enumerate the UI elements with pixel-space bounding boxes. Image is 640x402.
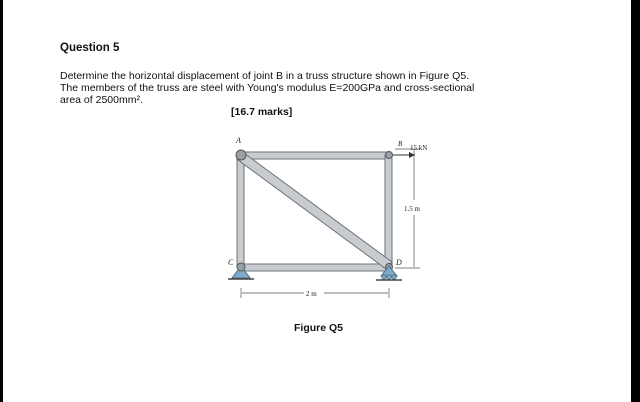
member-ad	[238, 153, 392, 269]
question-heading: Question 5	[60, 42, 120, 54]
marks-label: [16.7 marks]	[231, 106, 293, 118]
width-dimension-label: 2 m	[306, 290, 317, 298]
joint-a-pin	[236, 150, 246, 160]
load-arrow	[393, 152, 415, 158]
figure-caption: Figure Q5	[294, 322, 344, 334]
joint-c-label: C	[228, 258, 234, 267]
truss-members	[237, 152, 392, 271]
member-ac	[237, 155, 244, 267]
joint-b-pin	[386, 152, 393, 159]
member-bd	[385, 155, 392, 267]
question-line-1: Determine the horizontal displacement of joint B in a truss structure shown in Figure Q5.	[60, 70, 470, 82]
member-cd	[240, 264, 388, 271]
joint-d-label: D	[396, 258, 402, 267]
joint-b-label: B	[398, 140, 403, 148]
question-line-2: The members of the truss are steel with Young's modulus E=200GPa and cross-sectional	[60, 82, 475, 94]
member-ab	[240, 152, 388, 159]
question-line-3: area of 2500mm².	[60, 94, 143, 106]
load-label: 15 kN	[410, 144, 428, 152]
joint-a-label: A	[236, 136, 241, 145]
height-dimension-label: 1.5 m	[404, 205, 420, 213]
